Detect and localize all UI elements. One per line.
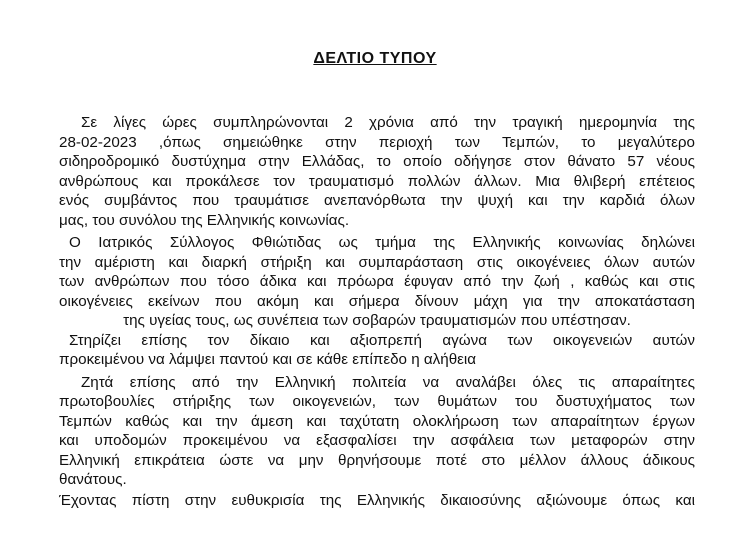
text-line: Στηρίζει επίσης τον δίκαιο και αξιοπρεπή αγώνα των οικογενειών αυτών [69,331,695,349]
text-line: της υγείας τους, ως συνέπεια των σοβαρών τραυματισμών που υπέστησαν. [123,312,631,329]
paragraph-3 [59,331,695,370]
text-line: θανάτους. [59,471,127,488]
text-line: των ανθρώπων που τόσο άδικα και πρόωρα έφυγαν από την ζωή , καθώς και στις [59,273,695,290]
text-line: 28-02-2023 ,όπως σημειώθηκε στην περιοχή των Τεμπών, το μεγαλύτερο [59,133,695,151]
text-line: ανθρώπους και προκάλεσε τον τραυματισμό πολλών άλλων. Μια θλιβερή επέτειος [59,172,695,190]
paragraph-2 [59,233,695,331]
text-line: σιδηροδρομικό δυστύχημα στην Ελλάδας, το οποίο οδήγησε στον θάνατο 57 νέους [59,153,695,170]
text-line: Ο Ιατρικός Σύλλογος Φθιώτιδας ως τμήμα της Ελληνικής κοινωνίας δηλώνει [69,234,695,251]
text-line: προκειμένου να λάμψει παντού και σε κάθε επίπεδο η αλήθεια [59,351,477,368]
text-line: και υποδομών προκειμένου να εξασφαλίσει την ασφάλεια των μεταφορών στην [59,432,695,449]
text-line: Τεμπών καθώς και την άμεση και ταχύτατη ολοκλήρωση των απαραίτητων έργων [59,412,695,430]
text-line: Σε λίγες ώρες συμπληρώνονται 2 χρόνια από την τραγική ημερομηνία της [81,114,695,131]
text-line: Ελληνική επικράτεια ώστε να μην θρηνήσουμε ποτέ στο μέλλον άλλους άδικους [59,451,695,469]
paragraph-4 [59,373,695,490]
text-line: πρωτοβουλίες στήριξης των οικογενειών, των θυμάτων του δυστυχήματος των [59,393,695,410]
document-title: ΔΕΛΤΙΟ ΤΥΠΟΥ [313,50,437,67]
text-line: ενός συμβάντος που τραυμάτισε ανεπανόρθωτα την ψυχή και την καρδιά όλων [59,192,695,209]
text-line: οικογένειες εκείνων που ακόμη και σήμερα δίνουν μάχη για την αποκατάσταση [59,292,695,310]
text-line: Έχοντας πίστη στην ευθυκρισία της Ελληνικής δικαιοσύνης αξιώνουμε όπως και [59,491,695,509]
document-body [59,113,695,510]
text-line: την αμέριστη και διαρκή στήριξη και συμπαράσταση στις οικογένειες όλων αυτών [59,253,695,271]
paragraph-5 [59,491,695,511]
text-line: Ζητά επίσης από την Ελληνική πολιτεία να αναλάβει όλες τις απαραίτητες [81,373,695,391]
text-line: μας, του συνόλου της Ελληνικής κοινωνίας. [59,211,350,229]
paragraph-1 [37,113,695,230]
